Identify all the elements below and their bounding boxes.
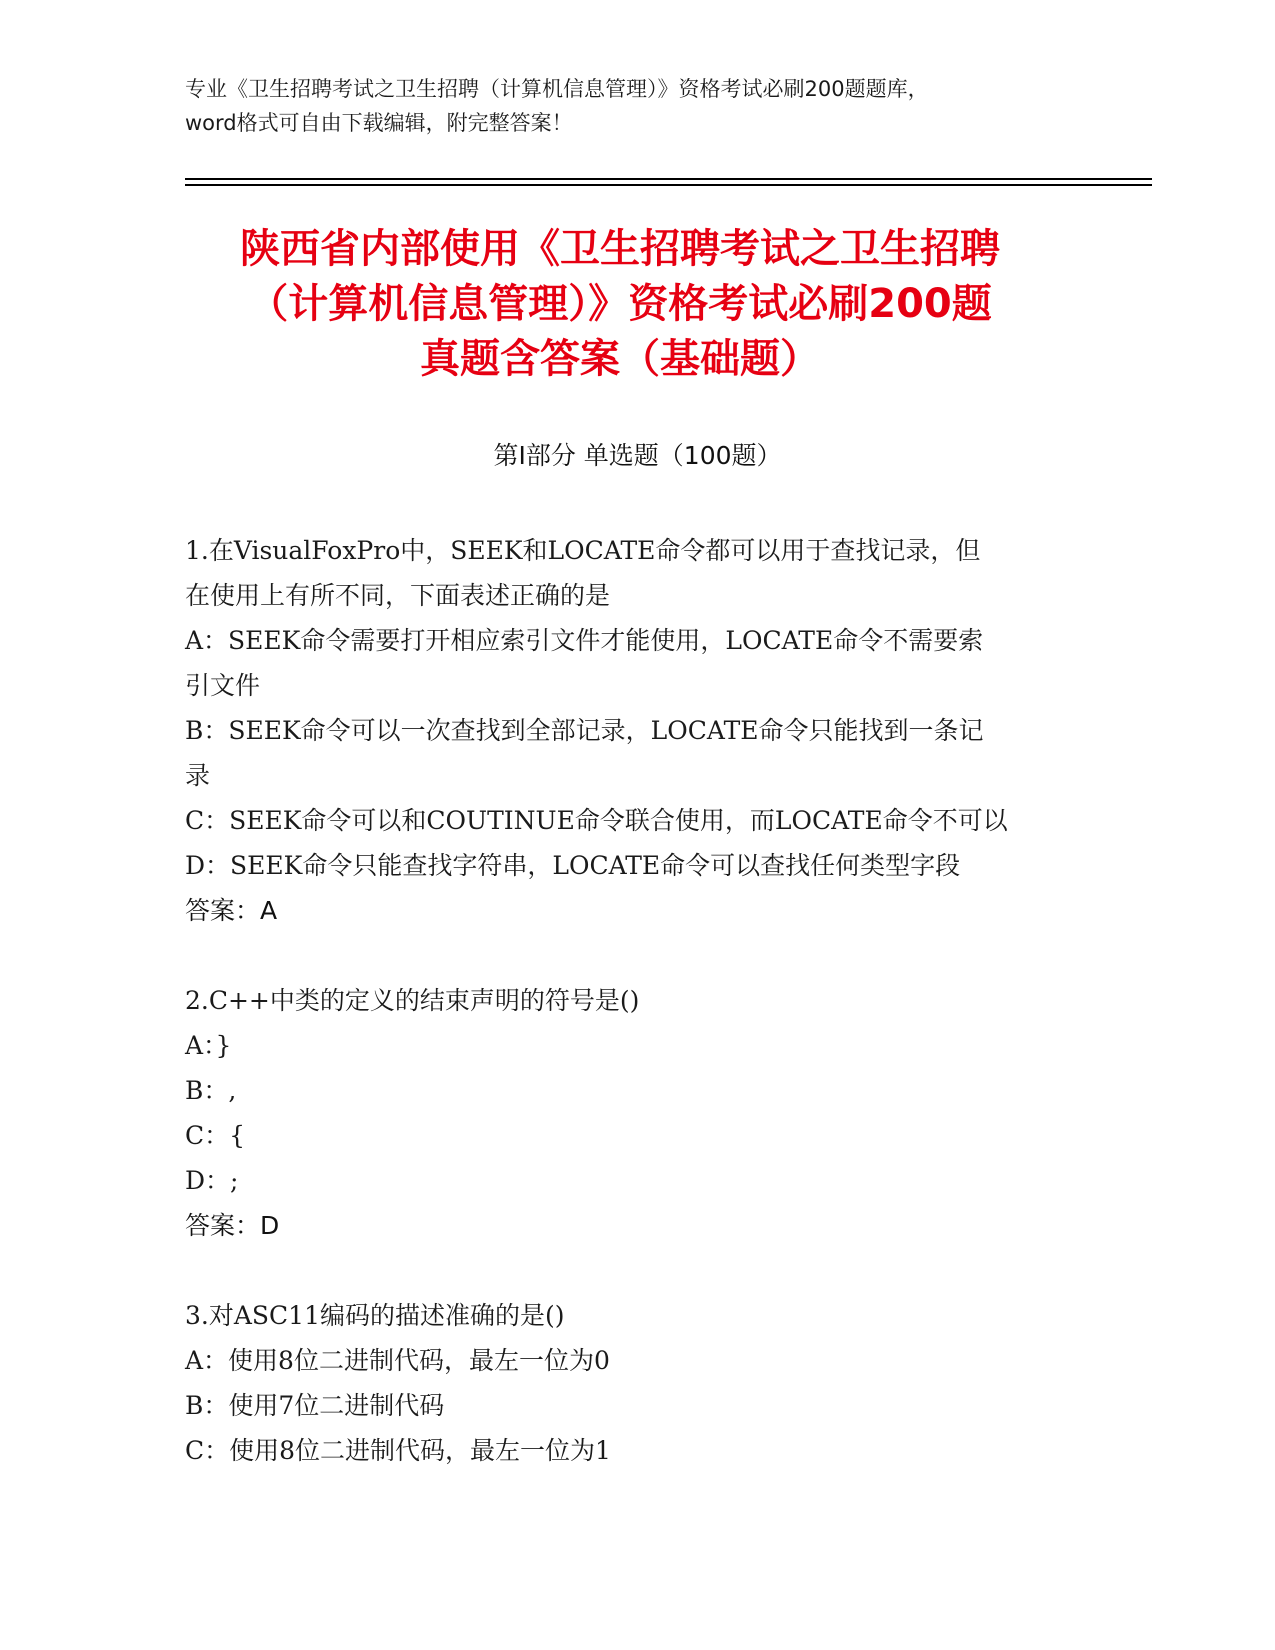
option-c: C：{ [185,1121,246,1150]
question-stem: 2.C++中类的定义的结束声明的符号是() [185,986,640,1015]
answer-line: 答案：A [185,896,278,925]
question-item [185,1293,1065,1473]
option-b: B：使用7位二进制代码 [185,1391,445,1420]
question-stem: 1.在VisualFoxPro中，SEEK和LOCATE命令都可以用于查找记录，但 [185,536,981,565]
option-a: 引文件 [185,671,261,700]
option-b: B：, [185,1076,237,1105]
page-title [160,222,1080,387]
section-title: 第Ⅰ部分 单选题（100题） [493,441,782,470]
option-a: A：使用8位二进制代码，最左一位为0 [185,1346,610,1375]
answer-line: 答案：D [185,1211,280,1240]
header-note-line: 专业《卫生招聘考试之卫生招聘（计算机信息管理）》资格考试必刷200题题库， [185,77,929,101]
question-spacer [185,1248,1065,1293]
question-item [185,528,1065,933]
page-title-line: 真题含答案（基础题） [420,336,820,382]
option-a: A：SEEK命令需要打开相应索引文件才能使用，LOCATE命令不需要索 [185,626,984,655]
question-item [185,978,1065,1248]
header-note [185,72,1085,140]
option-b: 录 [185,761,211,790]
question-stem: 3.对ASC11编码的描述准确的是() [185,1301,565,1330]
page-title-line: （计算机信息管理）》资格考试必刷200题 [248,281,992,327]
option-c: C：SEEK命令可以和COUTINUE命令联合使用，而LOCATE命令不可以 [185,806,1008,835]
header-note-line: word格式可自由下载编辑，附完整答案！ [185,111,573,135]
question-spacer [185,933,1065,978]
option-a: A：} [185,1031,232,1060]
option-c: C：使用8位二进制代码，最左一位为1 [185,1436,611,1465]
divider-rule [185,178,1152,180]
page-title-line: 陕西省内部使用《卫生招聘考试之卫生招聘 [240,226,1000,272]
option-d: D：; [185,1166,239,1195]
option-d: D：SEEK命令只能查找字符串，LOCATE命令可以查找任何类型字段 [185,851,961,880]
option-b: B：SEEK命令可以一次查找到全部记录，LOCATE命令只能找到一条记 [185,716,984,745]
question-stem: 在使用上有所不同，下面表述正确的是 [185,581,611,610]
question-list [185,528,1065,1473]
divider-rule [185,184,1152,186]
